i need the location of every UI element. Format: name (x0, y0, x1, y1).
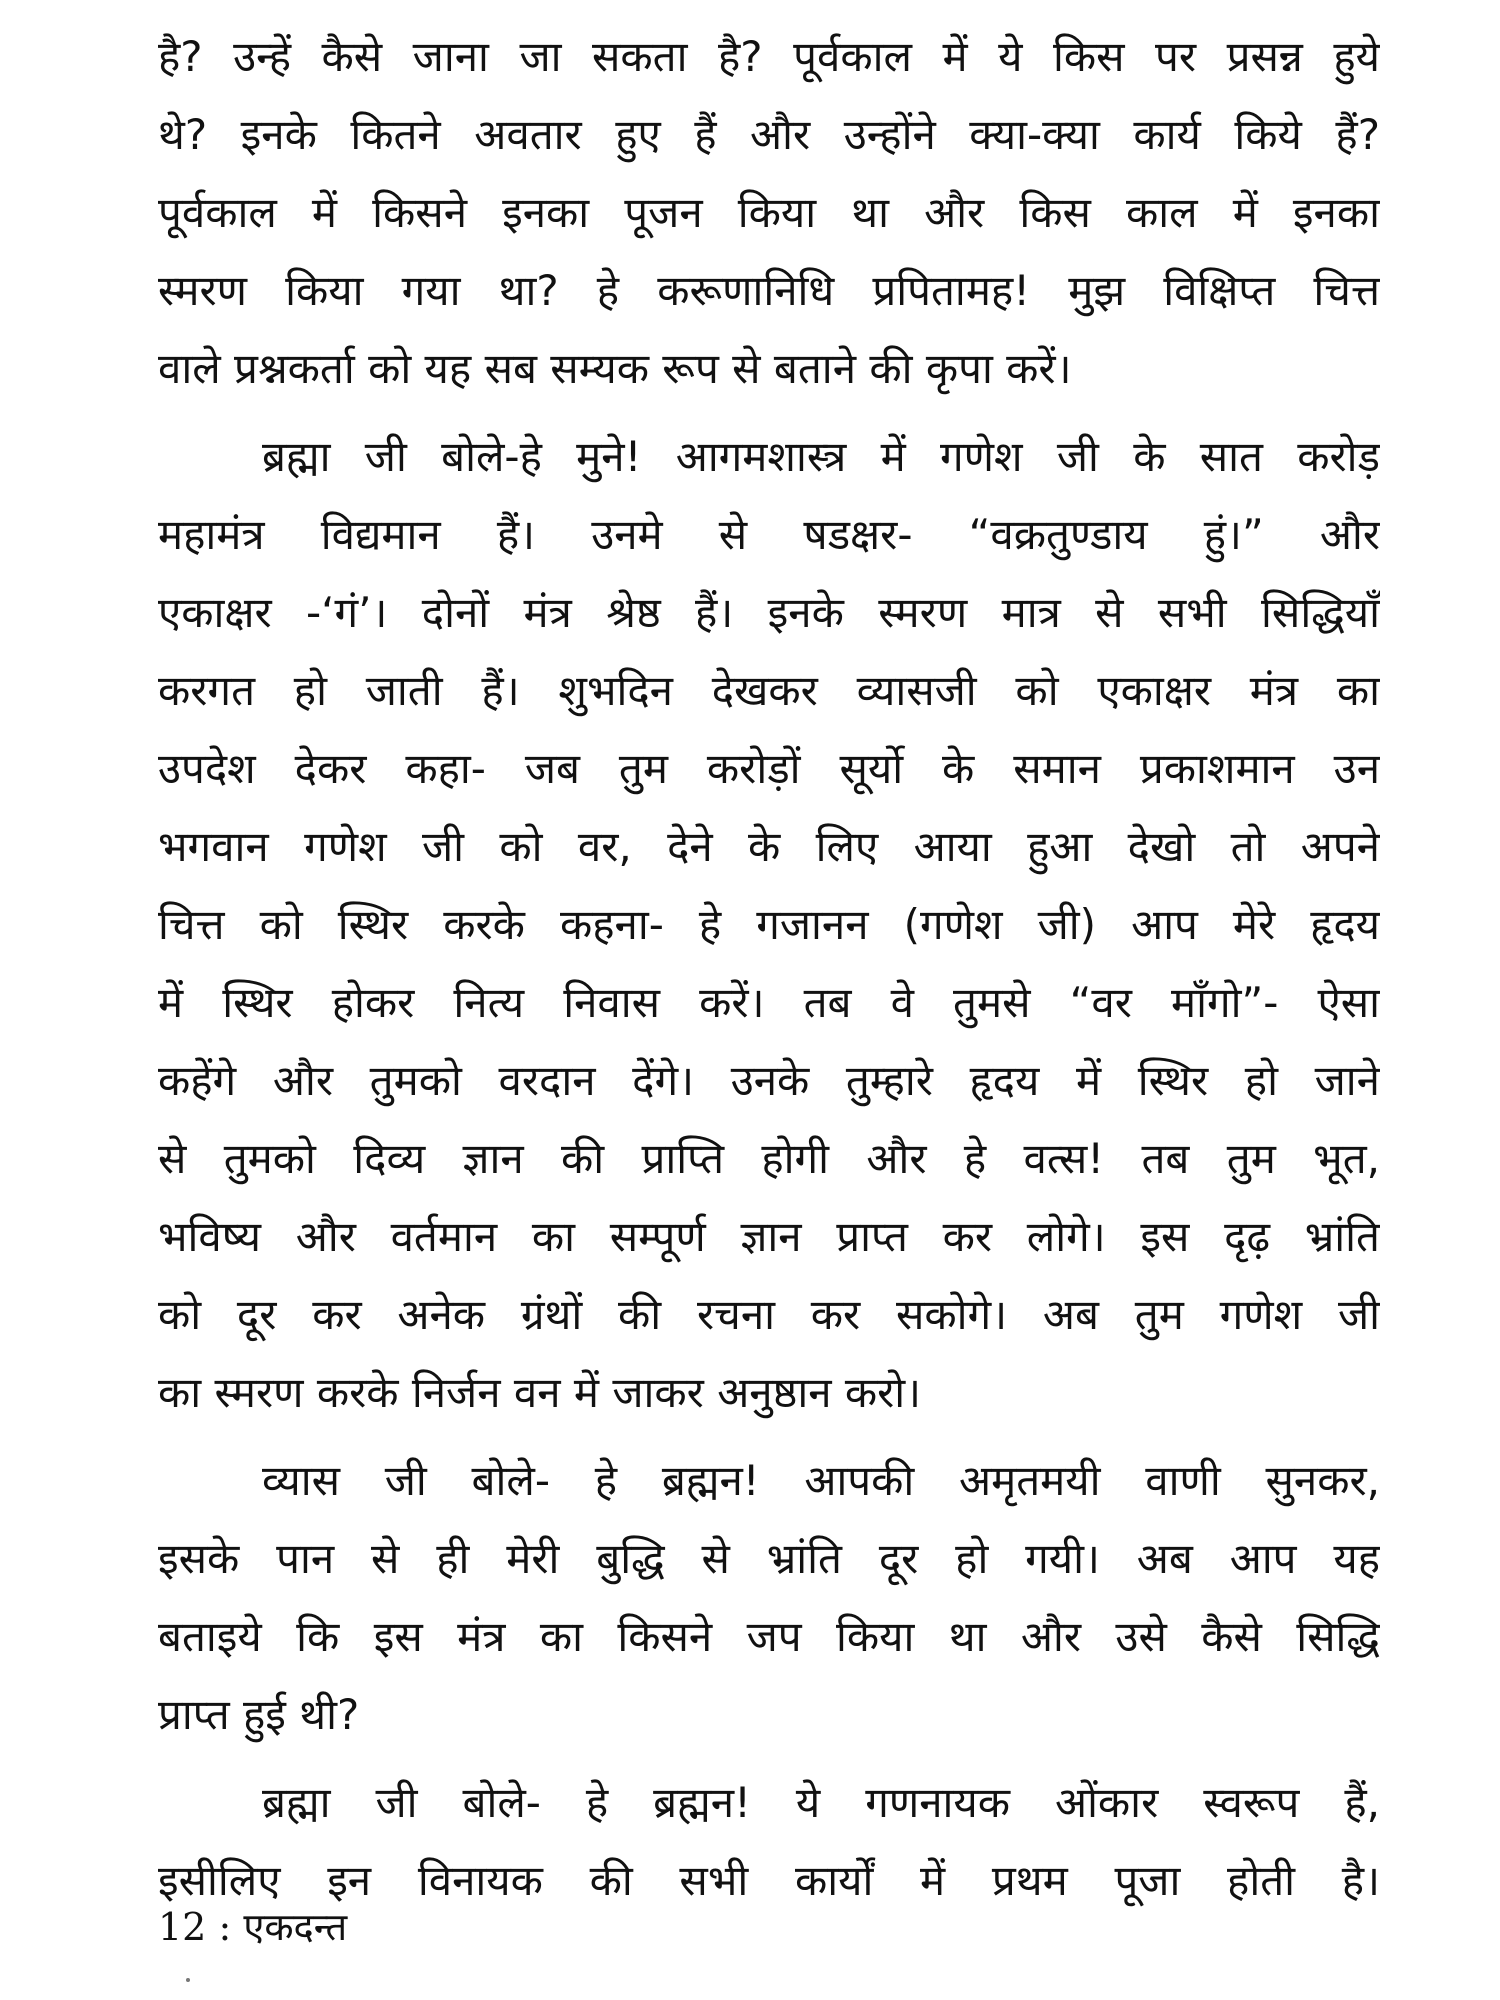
scan-speck (186, 1978, 190, 1982)
text-line: करगत हो जाती हैं। शुभदिन देखकर व्यासजी को एकाक्षर मंत्र का (158, 666, 1380, 715)
text-line: से तुमको दिव्य ज्ञान की प्राप्ति होगी और हे वत्स! तब तुम भूत, (158, 1134, 1380, 1183)
text-line: बताइये कि इस मंत्र का किसने जप किया था और उसे कैसे सिद्धि (158, 1612, 1380, 1661)
paragraph-question (158, 18, 1380, 408)
paragraph-brahma-reply-2 (158, 1764, 1380, 1920)
text-line: एकाक्षर -‘गं’। दोनों मंत्र श्रेष्ठ हैं। इनके स्मरण मात्र से सभी सिद्धियाँ (158, 588, 1380, 637)
text-line: वाले प्रश्नकर्ता को यह सब सम्यक रूप से बताने की कृपा करें। (158, 344, 1072, 393)
text-line: इसीलिए इन विनायक की सभी कार्यों में प्रथम पूजा होती है। (158, 1856, 1380, 1905)
text-line: चित्त को स्थिर करके कहना- हे गजानन (गणेश जी) आप मेरे हृदय (158, 900, 1380, 949)
text-line: प्राप्त हुई थी? (158, 1690, 360, 1739)
text-line: में स्थिर होकर नित्य निवास करें। तब वे तुमसे “वर माँगो”- ऐसा (158, 978, 1380, 1027)
paragraph-brahma-reply-1 (158, 418, 1380, 1432)
text-line: स्मरण किया गया था? हे करूणानिधि प्रपितामह! मुझ विक्षिप्त चित्त (158, 266, 1380, 315)
paragraph-gap (158, 1432, 1380, 1442)
text-line: पूर्वकाल में किसने इनका पूजन किया था और किस काल में इनका (158, 188, 1380, 237)
page-body-text (158, 18, 1380, 1920)
text-line: भगवान गणेश जी को वर, देने के लिए आया हुआ देखो तो अपने (158, 822, 1380, 871)
text-line: उपदेश देकर कहा- जब तुम करोड़ों सूर्यो के समान प्रकाशमान उन (158, 744, 1380, 793)
book-title: एकदन्त (243, 1905, 348, 1949)
text-line: कहेंगे और तुमको वरदान देंगे। उनके तुम्हारे हृदय में स्थिर हो जाने (158, 1056, 1380, 1105)
page-footer (158, 1900, 347, 1952)
paragraph-gap (158, 1754, 1380, 1764)
text-line: है? उन्हें कैसे जाना जा सकता है? पूर्वकाल में ये किस पर प्रसन्न हुये (158, 32, 1380, 81)
text-line: थे? इनके कितने अवतार हुए हैं और उन्होंने क्या-क्या कार्य किये हैं? (158, 110, 1380, 159)
text-line: व्यास जी बोले- हे ब्रह्मन! आपकी अमृतमयी वाणी सुनकर, (262, 1456, 1380, 1505)
paragraph-gap (158, 408, 1380, 418)
text-line: इसके पान से ही मेरी बुद्धि से भ्रांति दूर हो गयी। अब आप यह (158, 1534, 1380, 1583)
page-number: 12 (158, 1905, 207, 1949)
text-line: को दूर कर अनेक ग्रंथों की रचना कर सकोगे। अब तुम गणेश जी (158, 1290, 1380, 1339)
text-line: भविष्य और वर्तमान का सम्पूर्ण ज्ञान प्राप्त कर लोगे। इस दृढ़ भ्रांति (158, 1212, 1380, 1261)
text-line: महामंत्र विद्यमान हैं। उनमे से षडक्षर- “वक्रतुण्डाय हुं।” और (158, 510, 1380, 559)
paragraph-vyasa-question (158, 1442, 1380, 1754)
text-line: ब्रह्मा जी बोले-हे मुने! आगमशास्त्र में गणेश जी के सात करोड़ (262, 432, 1380, 481)
footer-separator: : (218, 1905, 232, 1949)
text-line: ब्रह्मा जी बोले- हे ब्रह्मन! ये गणनायक ओंकार स्वरूप हैं, (262, 1778, 1380, 1827)
text-line: का स्मरण करके निर्जन वन में जाकर अनुष्ठान करो। (158, 1368, 922, 1417)
